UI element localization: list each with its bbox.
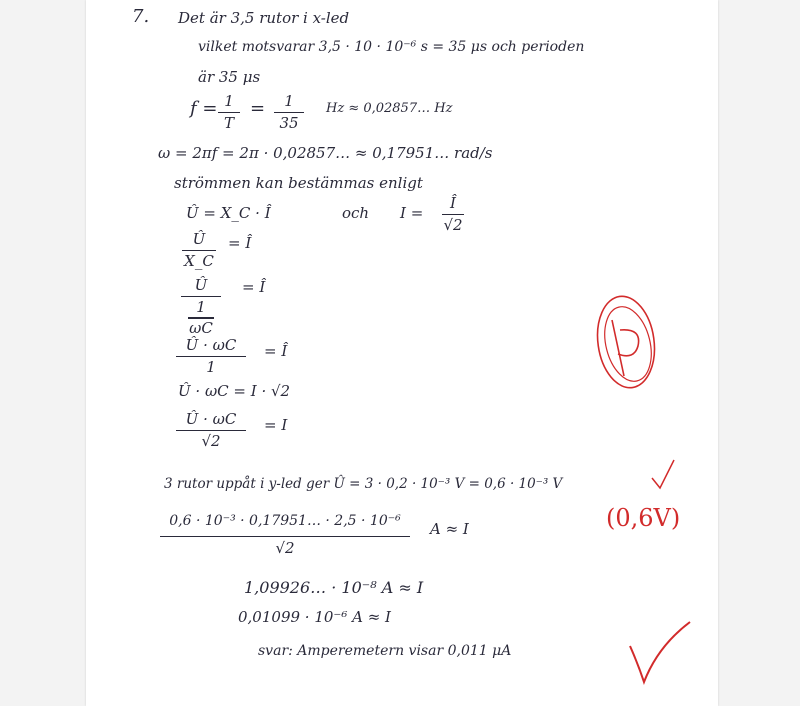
result-i-hat-3: = Î — [264, 342, 288, 360]
equals-sign: = — [250, 98, 266, 119]
inner-denominator: ωC — [189, 318, 213, 337]
numerator: Û · ωC — [185, 336, 237, 354]
numerator: Û — [194, 276, 208, 294]
fraction-uwc-over-1 — [176, 338, 246, 375]
answer-line: svar: Amperemetern visar 0,011 μA — [258, 643, 512, 659]
fraction-rms — [442, 196, 464, 233]
denominator: 1 — [206, 358, 216, 377]
numerator: Û — [192, 230, 206, 248]
fraction-1-over-35 — [274, 94, 304, 131]
current-intro: strömmen kan bestämmas enligt — [174, 174, 423, 192]
fraction-1-over-T — [218, 94, 240, 131]
line-3: är 35 μs — [198, 68, 261, 86]
current-approx: A ≈ I — [430, 520, 469, 538]
line-1: Det är 3,5 rutor i x-led — [178, 9, 350, 27]
freq-label: f = — [190, 98, 218, 119]
denominator: √2 — [275, 539, 295, 558]
numerator: 0,6 · 10⁻³ · 0,17951… · 2,5 · 10⁻⁶ — [169, 513, 401, 529]
line-2: vilket motsvarar 3,5 · 10 · 10⁻⁶ s = 35 μs och perioden — [198, 39, 585, 55]
amplitude-line: 3 rutor uppåt i y-led ger Û = 3 · 0,2 · 10⁻³ V = 0,6 · 10⁻³ V — [164, 476, 563, 492]
red-small-check — [648, 456, 678, 496]
problem-number: 7. — [132, 6, 150, 27]
fraction-u-over-1-wc — [184, 278, 218, 336]
numerator: 1 — [224, 92, 234, 110]
och-word: och — [342, 204, 370, 222]
result-i: = I — [264, 416, 288, 434]
denominator: √2 — [443, 216, 463, 235]
inner-numerator: 1 — [196, 298, 206, 317]
result-i-hat-2: = Î — [242, 278, 266, 296]
current-value-1: 1,09926… · 10⁻⁸ A ≈ I — [244, 578, 424, 597]
omega-line: ω = 2πf = 2π · 0,02857… ≈ 0,17951… rad/s — [158, 144, 493, 162]
freq-result: Hz ≈ 0,02857… Hz — [326, 101, 453, 116]
denominator: √2 — [201, 432, 221, 451]
uwc-equals-irms: Û · ωC = I · √2 — [178, 382, 291, 400]
result-i-hat-1: = Î — [228, 234, 252, 252]
scanned-page — [86, 0, 718, 706]
fraction-u-over-xc — [182, 232, 216, 269]
ohm-relation: Û = X_C · Î — [186, 204, 271, 222]
denominator: 35 — [279, 114, 299, 133]
denominator: X_C — [184, 252, 214, 271]
red-circle-mark — [590, 290, 670, 400]
red-annotation-voltage: (0,6V) — [606, 504, 681, 532]
numerator: Û · ωC — [185, 410, 237, 428]
denominator: T — [223, 114, 234, 133]
numerator: 1 — [284, 92, 294, 110]
fraction-uwc-over-sqrt2 — [176, 412, 246, 449]
numerator: Î — [450, 194, 456, 212]
rms-label: I = — [400, 204, 424, 222]
red-checkmark — [626, 616, 696, 696]
fraction-current-calc — [160, 514, 410, 556]
current-value-2: 0,01099 · 10⁻⁶ A ≈ I — [238, 608, 391, 626]
